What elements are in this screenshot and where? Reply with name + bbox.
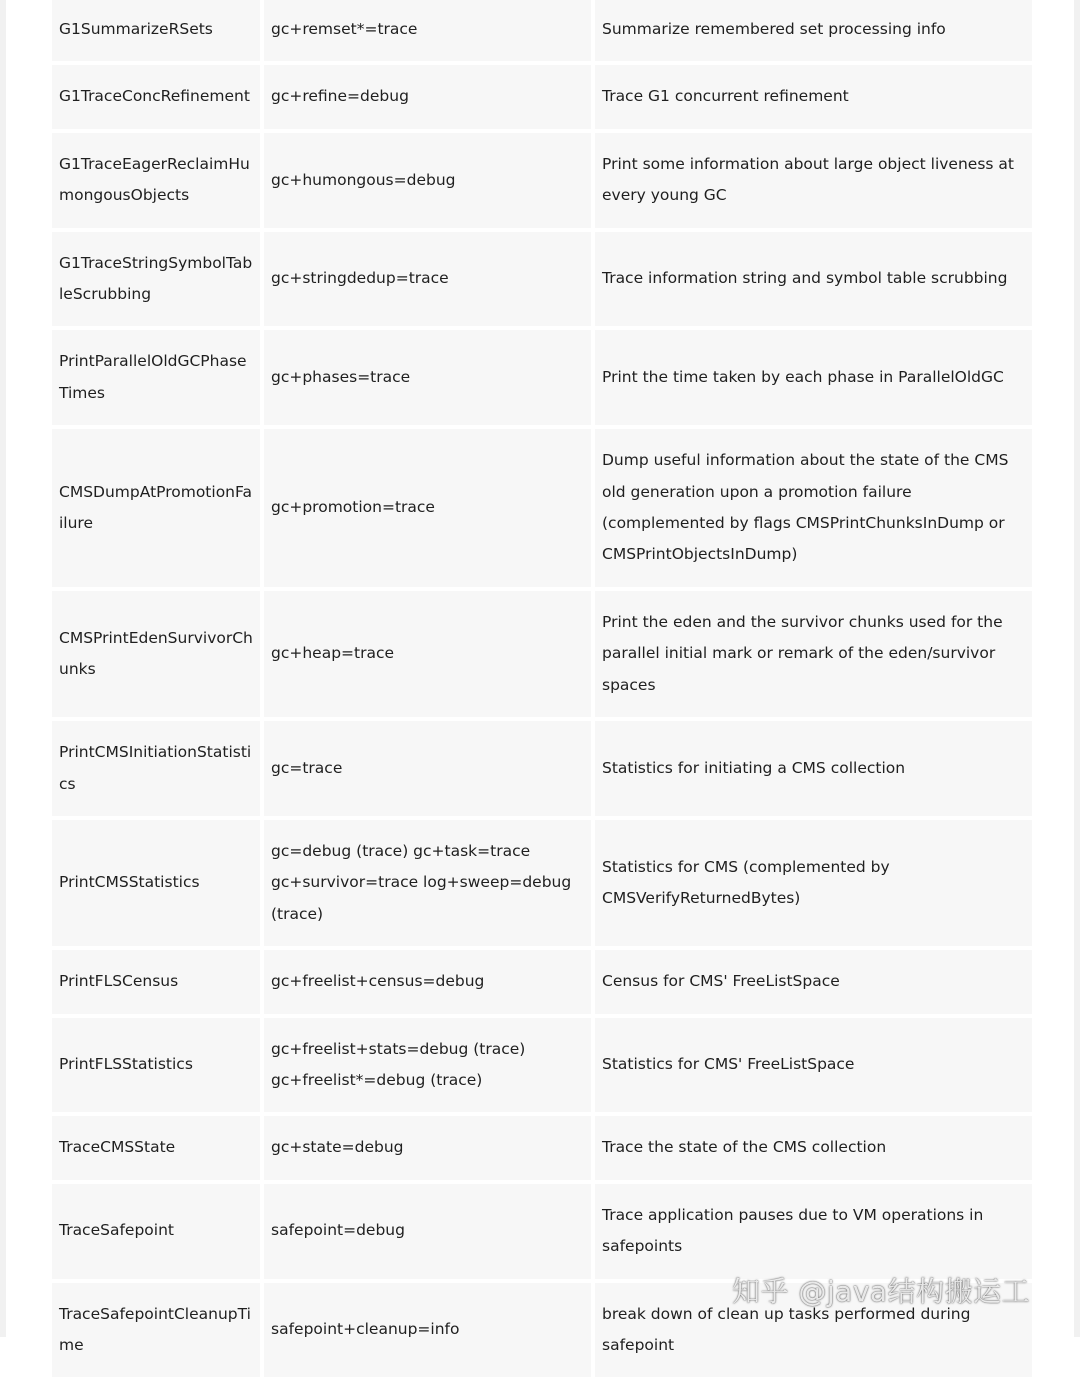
logging-config-cell: gc+freelist+census=debug bbox=[264, 950, 591, 1013]
description-cell: Summarize remembered set processing info bbox=[595, 0, 1032, 61]
description-cell: Census for CMS' FreeListSpace bbox=[595, 950, 1032, 1013]
description-cell: Trace the state of the CMS collection bbox=[595, 1116, 1032, 1179]
legacy-option-cell: PrintParallelOldGCPhaseTimes bbox=[52, 330, 260, 425]
gc-logging-options-table bbox=[48, 0, 1036, 1381]
description-cell: Trace G1 concurrent refinement bbox=[595, 65, 1032, 128]
table-row bbox=[52, 1116, 1032, 1179]
legacy-option-cell: TraceCMSState bbox=[52, 1116, 260, 1179]
table-row bbox=[52, 1184, 1032, 1279]
logging-config-cell: safepoint=debug bbox=[264, 1184, 591, 1279]
legacy-option-cell: G1TraceConcRefinement bbox=[52, 65, 260, 128]
legacy-option-cell: TraceSafepoint bbox=[52, 1184, 260, 1279]
legacy-option-cell: PrintFLSStatistics bbox=[52, 1018, 260, 1113]
logging-config-cell: safepoint+cleanup=info bbox=[264, 1283, 591, 1378]
logging-config-cell: gc+stringdedup=trace bbox=[264, 232, 591, 327]
logging-config-cell: gc+refine=debug bbox=[264, 65, 591, 128]
page-right-edge bbox=[1074, 0, 1080, 1337]
description-cell: Statistics for initiating a CMS collection bbox=[595, 721, 1032, 816]
logging-config-cell: gc=debug (trace) gc+task=trace gc+survivor=trace log+sweep=debug (trace) bbox=[264, 820, 591, 946]
legacy-option-cell: PrintCMSInitiationStatistics bbox=[52, 721, 260, 816]
table-row bbox=[52, 591, 1032, 717]
description-cell: Statistics for CMS (complemented by CMSVerifyReturnedBytes) bbox=[595, 820, 1032, 946]
page-left-edge bbox=[0, 0, 6, 1337]
watermark: 知乎 @java结构搬运工 bbox=[732, 1275, 1031, 1308]
logging-config-cell: gc+freelist+stats=debug (trace) gc+freelist*=debug (trace) bbox=[264, 1018, 591, 1113]
description-cell: Trace information string and symbol table scrubbing bbox=[595, 232, 1032, 327]
table-row bbox=[52, 65, 1032, 128]
table-row bbox=[52, 1018, 1032, 1113]
description-cell: Print the time taken by each phase in ParallelOldGC bbox=[595, 330, 1032, 425]
logging-config-cell: gc+state=debug bbox=[264, 1116, 591, 1179]
legacy-option-cell: PrintCMSStatistics bbox=[52, 820, 260, 946]
legacy-option-cell: CMSDumpAtPromotionFailure bbox=[52, 429, 260, 587]
logging-config-cell: gc+heap=trace bbox=[264, 591, 591, 717]
table-row bbox=[52, 0, 1032, 61]
logging-config-cell: gc+remset*=trace bbox=[264, 0, 591, 61]
description-cell: Print the eden and the survivor chunks used for the parallel initial mark or remark of the eden/survivor spaces bbox=[595, 591, 1032, 717]
table-row bbox=[52, 721, 1032, 816]
table-row bbox=[52, 232, 1032, 327]
table-row bbox=[52, 950, 1032, 1013]
legacy-option-cell: TraceSafepointCleanupTime bbox=[52, 1283, 260, 1378]
logging-config-cell: gc+promotion=trace bbox=[264, 429, 591, 587]
legacy-option-cell: PrintFLSCensus bbox=[52, 950, 260, 1013]
description-cell: Print some information about large object liveness at every young GC bbox=[595, 133, 1032, 228]
logging-config-cell: gc+phases=trace bbox=[264, 330, 591, 425]
description-cell: Statistics for CMS' FreeListSpace bbox=[595, 1018, 1032, 1113]
description-cell: Trace application pauses due to VM operations in safepoints bbox=[595, 1184, 1032, 1279]
legacy-option-cell: CMSPrintEdenSurvivorChunks bbox=[52, 591, 260, 717]
logging-config-cell: gc=trace bbox=[264, 721, 591, 816]
description-cell: Dump useful information about the state of the CMS old generation upon a promotion failure (complemented by flags CMSPrintChunksInDump or CMSPrintObjectsInDump) bbox=[595, 429, 1032, 587]
legacy-option-cell: G1SummarizeRSets bbox=[52, 0, 260, 61]
table-row bbox=[52, 133, 1032, 228]
table-row bbox=[52, 330, 1032, 425]
legacy-option-cell: G1TraceEagerReclaimHumongousObjects bbox=[52, 133, 260, 228]
legacy-option-cell: G1TraceStringSymbolTableScrubbing bbox=[52, 232, 260, 327]
description-cell: break down of clean up tasks performed during safepoint bbox=[595, 1283, 1032, 1378]
logging-config-cell: gc+humongous=debug bbox=[264, 133, 591, 228]
table-row bbox=[52, 820, 1032, 946]
table-row bbox=[52, 429, 1032, 587]
